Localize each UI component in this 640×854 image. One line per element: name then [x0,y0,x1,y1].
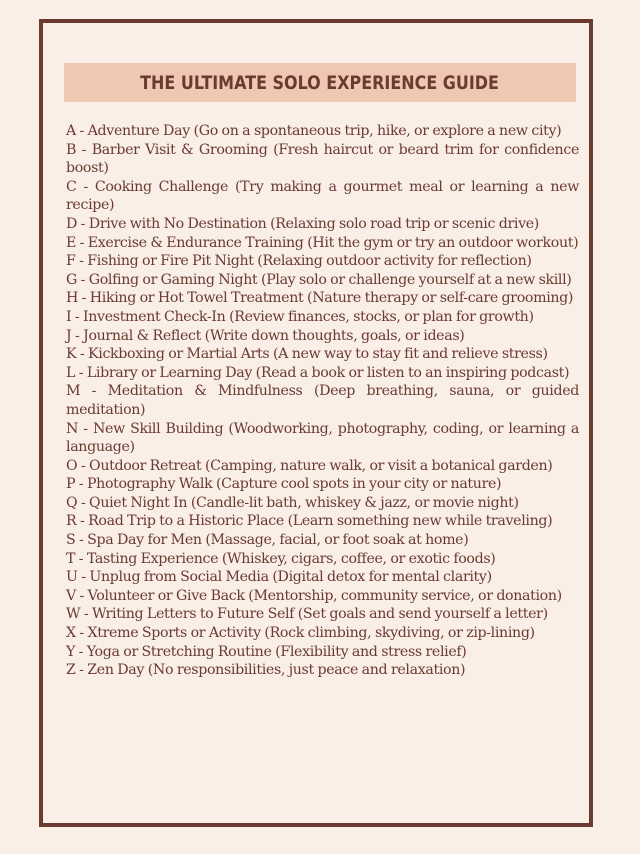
list-item-k: K - Kickboxing or Martial Arts (A new way to stay fit and relieve stress) [66,346,548,363]
list-item-r: R - Road Trip to a Historic Place (Learn something new while traveling) [66,513,553,530]
list-item-w: W - Writing Letters to Future Self (Set goals and send yourself a letter) [66,606,548,623]
list-item-m: M - Meditation & Mindfulness (Deep breathing, sauna, or guided meditation) [66,383,579,418]
list-item-u: U - Unplug from Social Media (Digital detox for mental clarity) [66,569,492,586]
list-item-s: S - Spa Day for Men (Massage, facial, or foot soak at home) [66,532,469,549]
list-item-f: F - Fishing or Fire Pit Night (Relaxing outdoor activity for reflection) [66,253,532,270]
list-item-g: G - Golfing or Gaming Night (Play solo or challenge yourself at a new skill) [66,271,572,288]
list-item-l: L - Library or Learning Day (Read a book or listen to an inspiring podcast) [66,364,570,381]
title-banner [64,63,576,102]
list-item-d: D - Drive with No Destination (Relaxing solo road trip or scenic drive) [66,215,539,232]
list-item-e: E - Exercise & Endurance Training (Hit the gym or try an outdoor workout) [66,234,579,251]
list-item-p: P - Photography Walk (Capture cool spots in your city or nature) [66,476,502,493]
list-item-x: X - Xtreme Sports or Activity (Rock climbing, skydiving, or zip-lining) [66,625,535,642]
list-item-b: B - Barber Visit & Grooming (Fresh haircut or beard trim for confidence boost) [66,141,579,177]
list-item-a: A - Adventure Day (Go on a spontaneous trip, hike, or explore a new city) [66,123,562,139]
list-item-t: T - Tasting Experience (Whiskey, cigars, coffee, or exotic foods) [66,550,496,567]
list-item-v: V - Volunteer or Give Back (Mentorship, community service, or donation) [66,587,562,604]
list-item-z: Z - Zen Day (No responsibilities, just peace and relaxation) [66,662,466,679]
list-item-o: O - Outdoor Retreat (Camping, nature walk, or visit a botanical garden) [66,457,553,474]
list-item-i: I - Investment Check-In (Review finances, stocks, or plan for growth) [66,308,534,325]
list-item-q: Q - Quiet Night In (Candle-lit bath, whiskey & jazz, or movie night) [66,494,519,511]
list-item-c: C - Cooking Challenge (Try making a gourmet meal or learning a new recipe) [66,178,579,214]
list-item-h: H - Hiking or Hot Towel Treatment (Nature therapy or self-care grooming) [66,290,574,307]
list-item-n: N - New Skill Building (Woodworking, photography, coding, or learning a language) [66,420,579,456]
list-item-j: J - Journal & Reflect (Write down thoughts, goals, or ideas) [66,327,465,344]
page-title: THE ULTIMATE SOLO EXPERIENCE GUIDE [140,71,500,94]
list-item-y: Y - Yoga or Stretching Routine (Flexibility and stress relief) [66,643,467,660]
experience-list [66,122,579,680]
